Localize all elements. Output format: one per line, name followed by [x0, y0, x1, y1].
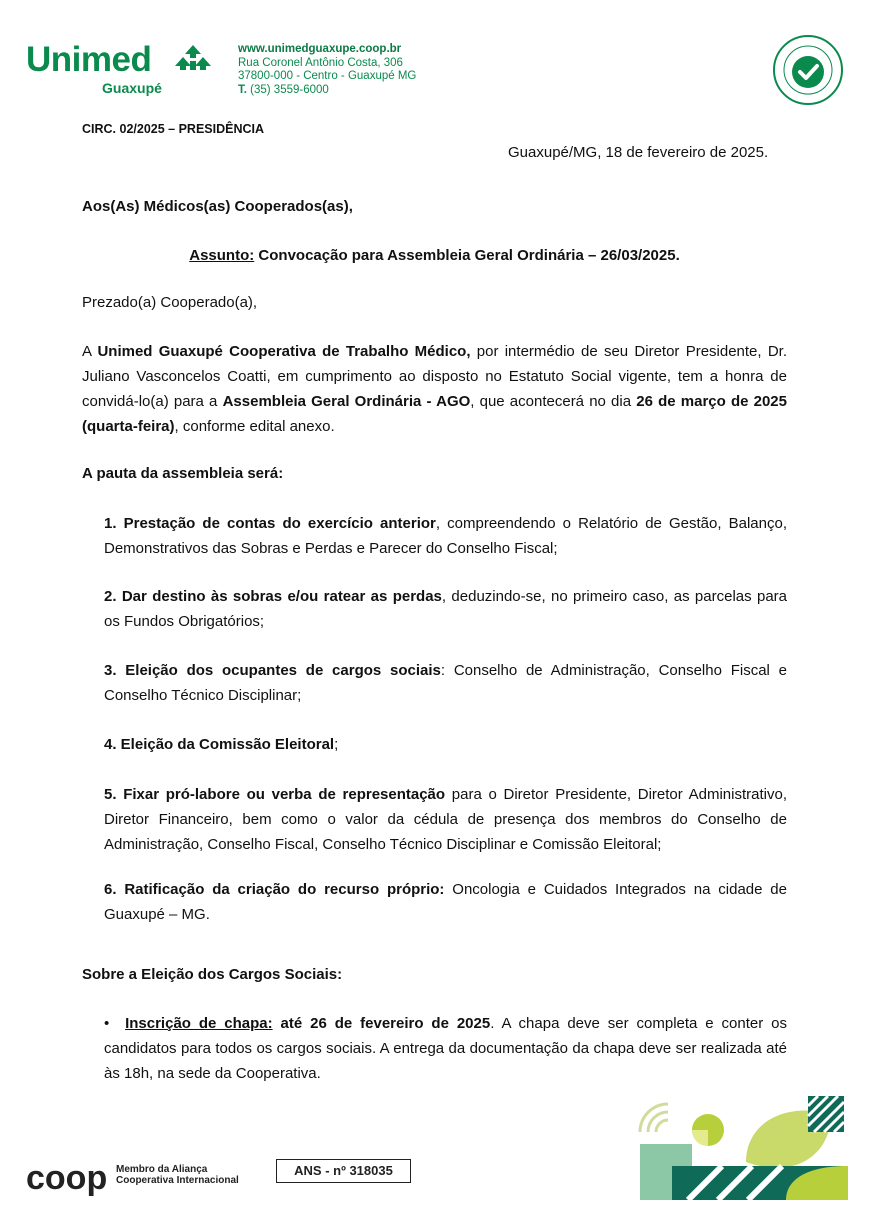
agenda-item-text: , deduzindo-se, no primeiro caso, as parcelas para os Fundos Obrigatórios; — [104, 588, 787, 630]
election-section-title: Sobre a Eleição dos Cargos Sociais: — [82, 966, 343, 983]
intro-paragraph — [82, 339, 787, 439]
subject-line — [82, 243, 787, 268]
bullet-dot-icon: • — [104, 1015, 126, 1032]
agenda-item-heading: 6. Ratificação da criação do recurso próprio: — [104, 881, 445, 898]
intro-text: , que acontecerá no dia — [470, 393, 637, 410]
coop-logo-icon — [26, 1160, 112, 1198]
unimed-tree-icon — [174, 45, 212, 75]
agenda-item-6 — [104, 877, 787, 927]
agenda-item-text: para o Diretor Presidente, Diretor Administrativo, Diretor Financeiro, bem como o valor da cédula de presença dos membros do Conselho de Administração, Conselho Fiscal, Conselho Técnico Disciplinar e Comissão Eleitoral; — [104, 786, 787, 853]
address-line-1: Rua Coronel Antônio Costa, 306 — [238, 56, 403, 69]
agenda-item-text: : Conselho de Administração, Conselho Fiscal e Conselho Técnico Disciplinar; — [104, 662, 787, 704]
contact-block — [238, 43, 416, 97]
circular-reference: CIRC. 02/2025 – PRESIDÊNCIA — [82, 122, 265, 136]
agenda-item-text: Oncologia e Cuidados Integrados na cidade de Guaxupé – MG. — [104, 881, 787, 923]
coop-line-2: Cooperativa Internacional — [116, 1175, 239, 1186]
brand-city: Guaxupé — [102, 80, 162, 96]
website-link[interactable]: www.unimedguaxupe.coop.br — [238, 43, 402, 55]
bullet-label: Inscrição de chapa: — [125, 1015, 273, 1032]
event-date: 26 de março de 2025 (quarta-feira) — [82, 393, 787, 435]
agenda-title: A pauta da assembleia será: — [82, 465, 284, 482]
event-name: Assembleia Geral Ordinária - AGO — [222, 393, 471, 410]
ans-registration-badge: ANS - nº 318035 — [276, 1159, 411, 1183]
registration-bullet — [104, 1011, 787, 1086]
legal-seal-icon — [772, 34, 844, 106]
intro-text: A — [82, 343, 98, 360]
agenda-item-3 — [104, 658, 787, 708]
phone-label: T. — [238, 83, 247, 96]
intro-text: , conforme edital anexo. — [174, 418, 335, 435]
salutation: Aos(As) Médicos(as) Cooperados(as), — [82, 198, 353, 215]
date-line: Guaxupé/MG, 18 de fevereiro de 2025. — [508, 144, 769, 161]
bullet-text: . A chapa deve ser completa e conter os candidatos para todos os cargos sociais. A entrega da documentação da chapa deve ser realizada até às 18h, na sede da Cooperativa. — [104, 1015, 787, 1082]
bullet-deadline: até 26 de fevereiro de 2025 — [280, 1015, 491, 1032]
phone-line — [238, 84, 416, 98]
greeting: Prezado(a) Cooperado(a), — [82, 294, 258, 311]
agenda-item-5 — [104, 782, 787, 857]
phone-number: (35) 3559-6000 — [250, 83, 329, 96]
agenda-item-heading: 4. Eleição da Comissão Eleitoral — [104, 736, 335, 753]
agenda-item-heading: 2. Dar destino às sobras e/ou ratear as perdas — [104, 588, 442, 605]
agenda-item-heading: 1. Prestação de contas do exercício anterior — [104, 515, 436, 532]
subject-label: Assunto: — [189, 247, 255, 264]
organization-name: Unimed Guaxupé Cooperativa de Trabalho Médico, — [97, 343, 471, 360]
intro-text: por intermédio de seu Diretor Presidente, Dr. Juliano Vasconcelos Coatti, em cumprimento ao disposto no Estatuto Social vigente, tem a honra de convidá-lo(a) para a — [82, 343, 787, 410]
agenda-item-1 — [104, 511, 787, 561]
subject-text: Convocação para Assembleia Geral Ordinária – 26/03/2025. — [258, 247, 680, 264]
agenda-item-2 — [104, 584, 787, 634]
decorative-graphic-icon — [636, 1092, 848, 1200]
coop-logo-word: coop — [26, 1160, 108, 1197]
coop-member-text — [116, 1164, 239, 1186]
agenda-item-heading: 3. Eleição dos ocupantes de cargos sociais — [104, 662, 441, 679]
brand-logo-text: Unimed — [26, 40, 152, 79]
agenda-item-heading: 5. Fixar pró-labore ou verba de representação — [104, 786, 446, 803]
coop-line-1: Membro da Aliança — [116, 1164, 208, 1175]
agenda-item-4 — [104, 732, 787, 757]
agenda-item-text: , compreendendo o Relatório de Gestão, Balanço, Demonstrativos das Sobras e Perdas e Parecer do Conselho Fiscal; — [104, 515, 787, 557]
address-line-2: 37800-000 - Centro - Guaxupé MG — [238, 70, 417, 82]
agenda-item-text: ; — [334, 736, 339, 753]
